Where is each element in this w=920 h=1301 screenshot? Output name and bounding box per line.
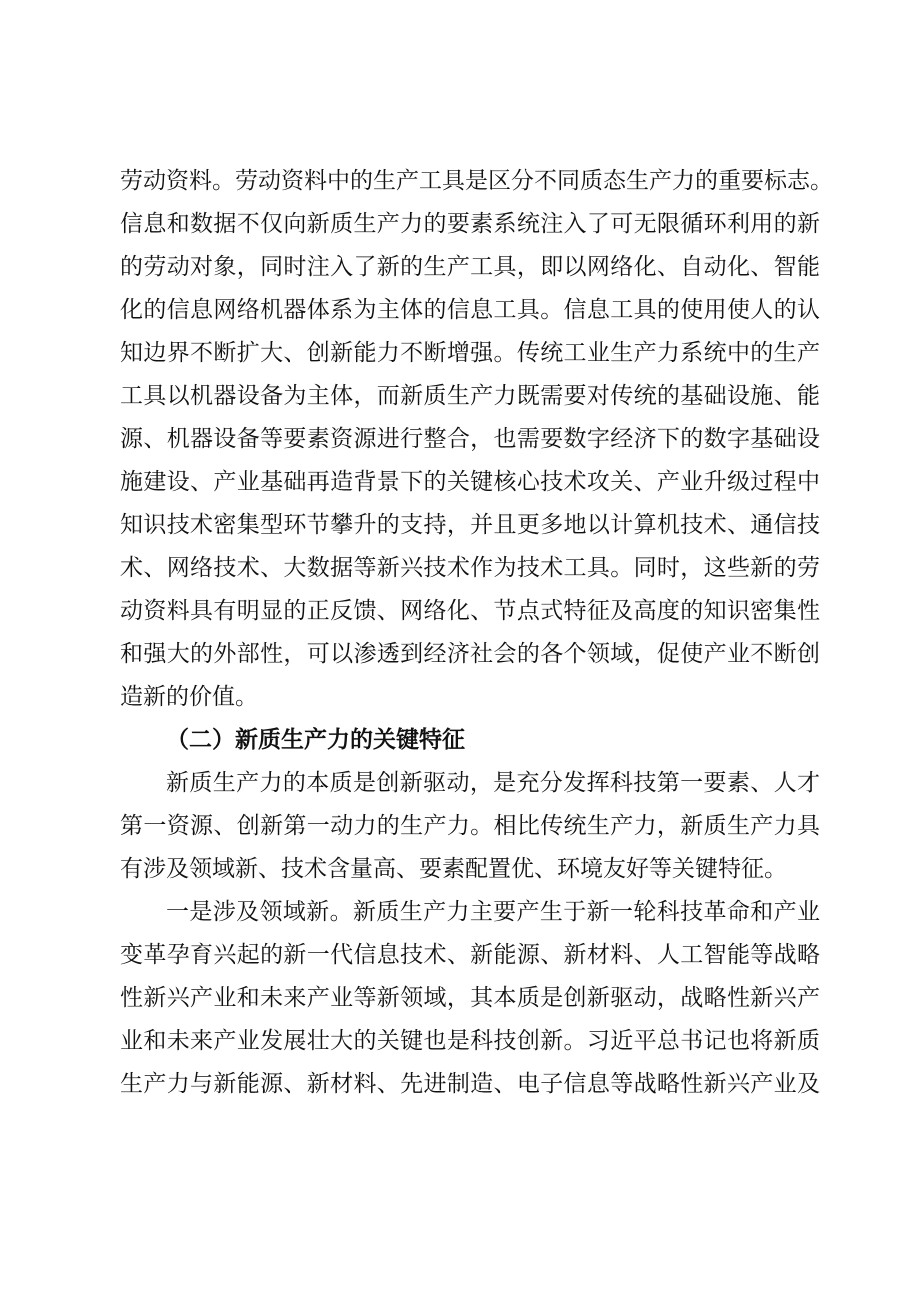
paragraph-line: 源、机器设备等要素资源进行整合，也需要数字经济下的数字基础设: [120, 426, 820, 452]
paragraph-line: 劳动资料。劳动资料中的生产工具是区分不同质态生产力的重要标志。: [120, 168, 833, 194]
paragraph-line: 和强大的外部性，可以渗透到经济社会的各个领域，促使产业不断创: [120, 641, 820, 667]
paragraph-line: 工具以机器设备为主体，而新质生产力既需要对传统的基础设施、能: [120, 383, 820, 409]
paragraph-line: 一是涉及领域新。新质生产力主要产生于新一轮科技革命和产业: [166, 899, 820, 925]
paragraph-line: 性新兴产业和未来产业等新领域，其本质是创新驱动，战略性新兴产: [120, 985, 820, 1011]
paragraph-line: 有涉及领域新、技术含量高、要素配置优、环境友好等关键特征。: [120, 856, 787, 882]
paragraph-line: 新质生产力的本质是创新驱动，是充分发挥科技第一要素、人才: [166, 770, 820, 796]
paragraph-essence: [120, 762, 820, 891]
section-heading: （二）新质生产力的关键特征: [166, 727, 465, 753]
paragraph-line: 变革孕育兴起的新一代信息技术、新能源、新材料、人工智能等战略: [120, 942, 820, 968]
paragraph-line: 的劳动对象，同时注入了新的生产工具，即以网络化、自动化、智能: [120, 254, 820, 280]
paragraph-line: 施建设、产业基础再造背景下的关键核心技术攻关、产业升级过程中: [120, 469, 820, 495]
paragraph-line: 化的信息网络机器体系为主体的信息工具。信息工具的使用使人的认: [120, 297, 820, 323]
paragraph-line: 术、网络技术、大数据等新兴技术作为技术工具。同时，这些新的劳: [120, 555, 820, 581]
paragraph-new-fields: [120, 891, 820, 1106]
paragraph-line: 知识技术密集型环节攀升的支持，并且更多地以计算机技术、通信技: [120, 512, 820, 538]
paragraph-line: 第一资源、创新第一动力的生产力。相比传统生产力，新质生产力具: [120, 813, 820, 839]
paragraph-labor-materials: [120, 160, 833, 719]
paragraph-line: 造新的价值。: [120, 684, 258, 710]
paragraph-line: 生产力与新能源、新材料、先进制造、电子信息等战略性新兴产业及: [120, 1071, 820, 1097]
document-body: [120, 160, 833, 1106]
paragraph-line: 动资料具有明显的正反馈、网络化、节点式特征及高度的知识密集性: [120, 598, 820, 624]
paragraph-line: 业和未来产业发展壮大的关键也是科技创新。习近平总书记也将新质: [120, 1028, 820, 1054]
paragraph-line: 信息和数据不仅向新质生产力的要素系统注入了可无限循环利用的新: [120, 211, 820, 237]
paragraph-line: 知边界不断扩大、创新能力不断增强。传统工业生产力系统中的生产: [120, 340, 820, 366]
